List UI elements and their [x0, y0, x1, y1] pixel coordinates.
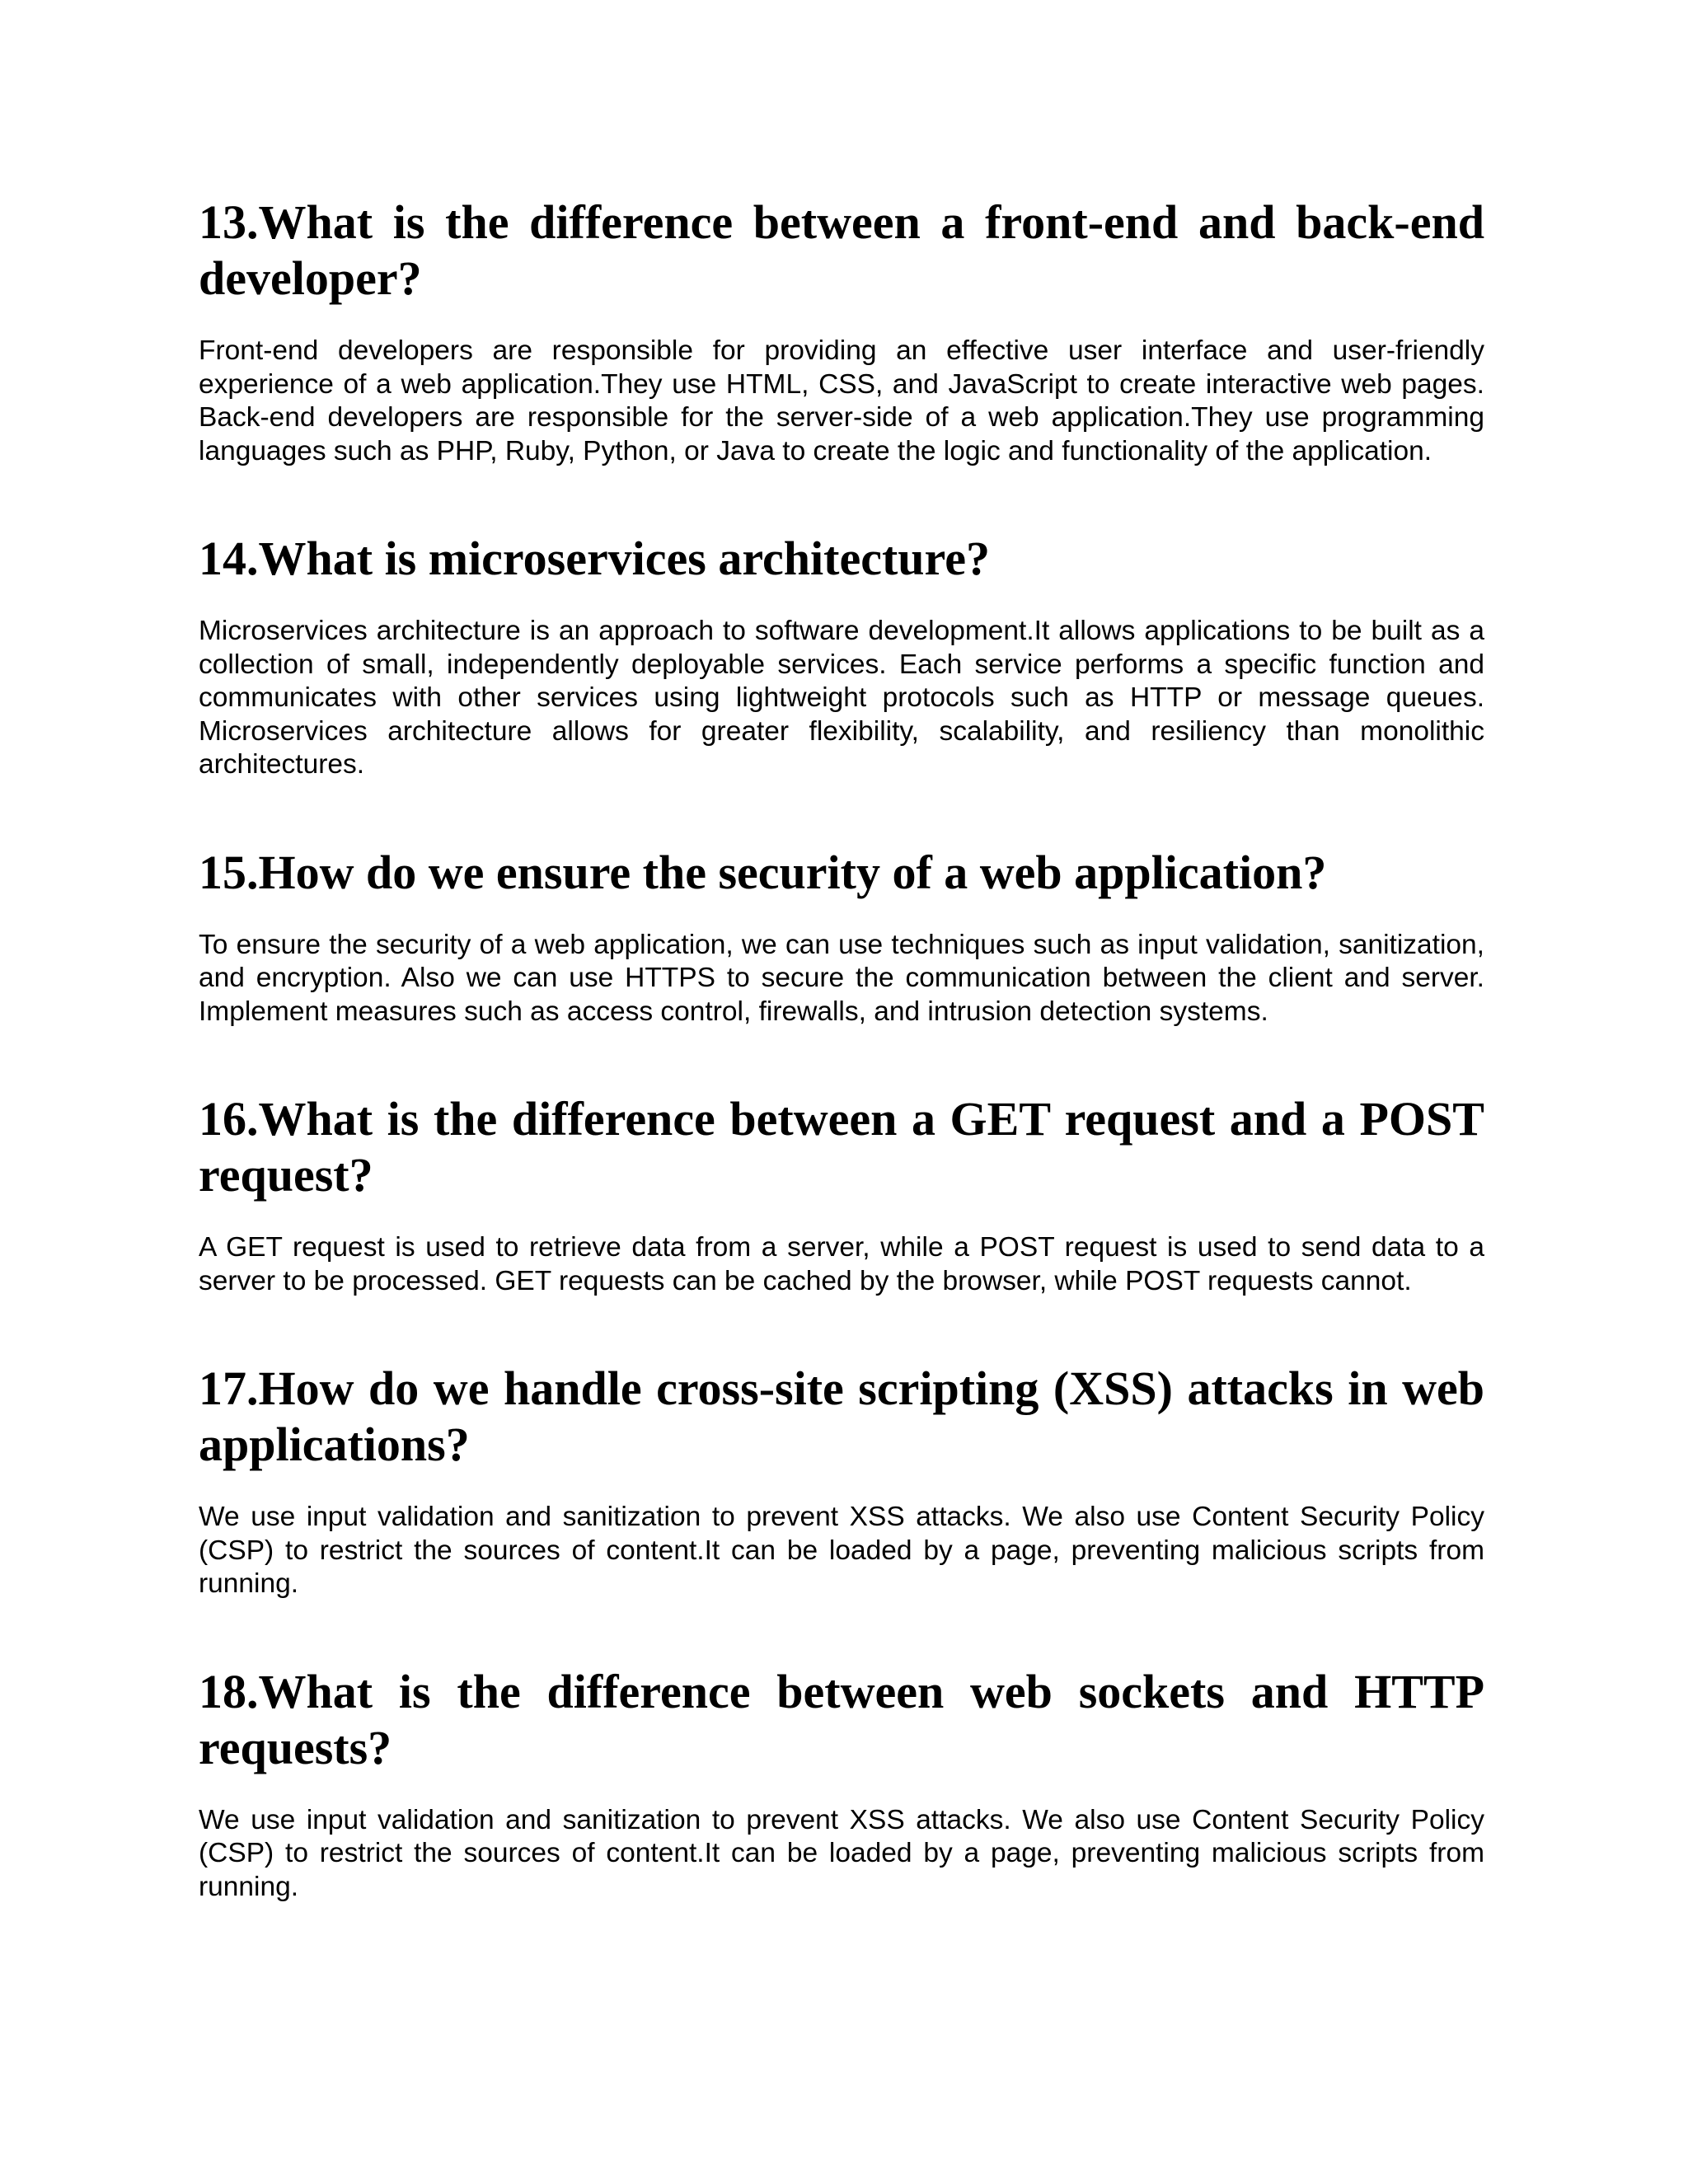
- qa-section-18: [199, 1664, 1484, 1905]
- answer-paragraph: Microservices architecture is an approach to software development.It allows applications to be built as a collection of small, independently deployable services. Each service performs a specific function and communicates with other services using lightweight protocols such as HTTP or message queues. Microservices architecture allows for greater flexibility, scalability, and resiliency than monolithic architectures.: [199, 616, 1484, 780]
- answer-paragraph: We use input validation and sanitization to prevent XSS attacks. We also use Content Security Policy (CSP) to restrict the sources of content.It can be loaded by a page, preventing malicious scripts from running.: [199, 1502, 1484, 1599]
- qa-section-16: [199, 1091, 1484, 1298]
- answer-paragraph: Front-end developers are responsible for providing an effective user interface and user-friendly experience of a web application.They use HTML, CSS, and JavaScript to create interactive web pages. Back-end developers are responsible for the server-side of a web application.They use programming languages such as PHP, Ruby, Python, or Java to create the logic and functionality of the application.: [199, 335, 1484, 466]
- document-content: [199, 194, 1484, 1966]
- answer-paragraph: A GET request is used to retrieve data from a server, while a POST request is used to send data to a server to be processed. GET requests can be cached by the browser, while POST requests cannot.: [199, 1232, 1484, 1296]
- question-heading: 18.What is the difference between web sockets and HTTP requests?: [199, 1664, 1484, 1774]
- answer-paragraph: We use input validation and sanitization to prevent XSS attacks. We also use Content Security Policy (CSP) to restrict the sources of content.It can be loaded by a page, preventing malicious scripts from running.: [199, 1804, 1484, 1902]
- question-heading: 16.What is the difference between a GET request and a POST request?: [199, 1092, 1484, 1202]
- question-heading: 13.What is the difference between a front-end and back-end developer?: [199, 195, 1484, 305]
- question-heading: 17.How do we handle cross-site scripting (XSS) attacks in web applications?: [199, 1361, 1484, 1471]
- question-heading: 14.What is microservices architecture?: [199, 532, 990, 585]
- answer-paragraph: To ensure the security of a web application, we can use techniques such as input validation, sanitization, and encryption. Also we can use HTTPS to secure the communication between the client and server. Implement measures such as access control, firewalls, and intrusion detection systems.: [199, 929, 1484, 1027]
- question-heading: 15.How do we ensure the security of a web application?: [199, 845, 1327, 899]
- qa-section-15: [199, 845, 1484, 1029]
- qa-section-13: [199, 194, 1484, 468]
- qa-section-14: [199, 531, 1484, 782]
- qa-section-17: [199, 1361, 1484, 1601]
